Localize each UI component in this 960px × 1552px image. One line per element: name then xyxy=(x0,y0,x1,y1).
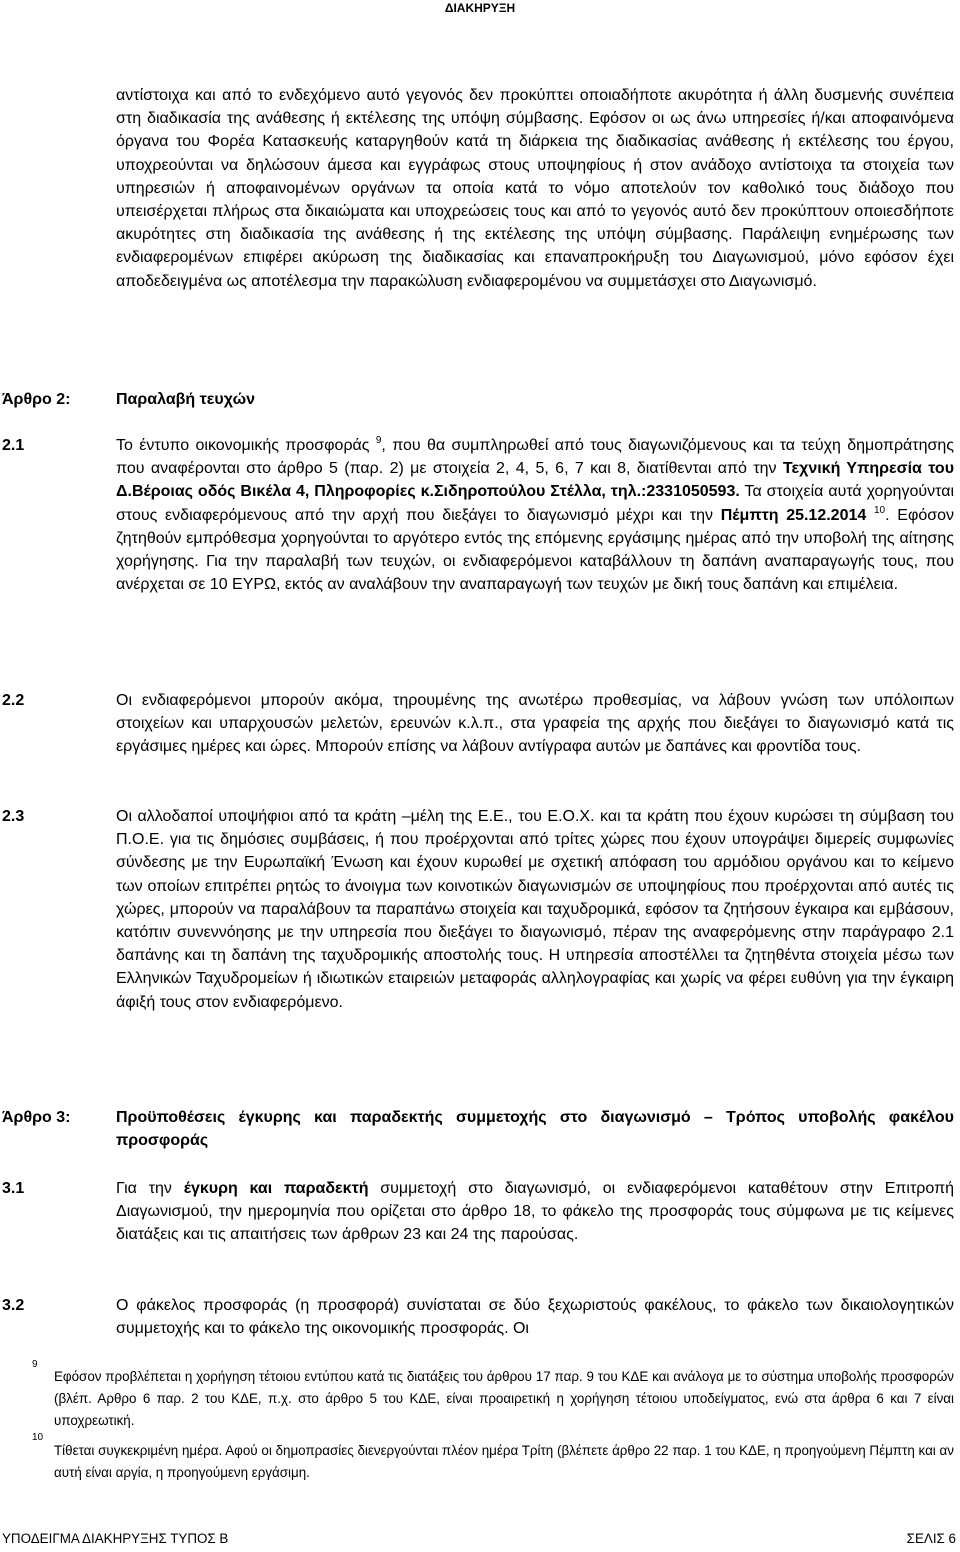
footer-document-type: ΥΠΟΔΕΙΓΜΑ ΔΙΑΚΗΡΥΞΗΣ ΤΥΠΟΣ Β xyxy=(2,1531,229,1546)
section-2-2-number: 2.2 xyxy=(2,692,25,709)
section-2-1-part-a: Το έντυπο οικονομικής προσφοράς xyxy=(116,437,370,454)
article-3-label: Άρθρο 3: xyxy=(2,1109,71,1126)
footnote-10-text: Τίθεται συγκεκριμένη ημέρα. Αφού οι δημοπρασίες διενεργούνται πλέον ημέρα Τρίτη (βλέπετε άρθρο 22 παρ. 1 του ΚΔΕ, η προηγούμενη Πέμπτη και αν αυτή είναι αργία, η προηγούμενη εργάσιμη. xyxy=(54,1443,954,1480)
footnote-10-mark: 10 xyxy=(32,1432,44,1443)
section-2-3-number: 2.3 xyxy=(2,808,25,825)
section-3-1-part-b: συμμετοχή στο διαγωνισμό, οι ενδιαφερόμενοι καταθέτουν στην Επιτροπή Διαγωνισμού, την ημερομηνία που ορίζεται στο άρθρο 18, το φάκελο της προσφοράς τους σύμφωνα με τις κείμενες διατάξεις και τις απαιτήσεις των άρθρων 23 και 24 της παρούσας. xyxy=(116,1180,955,1244)
section-3-2-number: 3.2 xyxy=(2,1297,25,1314)
section-3-1-text xyxy=(116,1177,954,1247)
section-3-1-emphasis: έγκυρη και παραδεκτή xyxy=(183,1180,369,1197)
footer-page-number: ΣΕΛΙΣ 6 xyxy=(906,1531,956,1546)
section-2-1-office-info: Τεχνική Υπηρεσία του Δ.Βέροιας οδός Βικέλα 4, Πληροφορίες κ.Σιδηροπούλου Στέλλα, τηλ.:2331050593. xyxy=(116,460,955,501)
footnote-ref-10: 10 xyxy=(874,504,886,516)
section-2-3-text: Οι αλλοδαποί υποψήφιοι από τα κράτη –μέλη της Ε.Ε., του Ε.Ο.Χ. και τα κράτη που έχουν κυρώσει τη σύμβαση του Π.Ο.Ε. για τις δημόσιες συμβάσεις, ή που προέρχονται από τρίτες χώρες που έχουν υπογράψει διμερείς συμφωνίες σύνδεσης με την Ευρωπαϊκή Ένωση και έχουν κυρωθεί με σχετική απόφαση του αρμόδιου οργάνου και το κείμενο των οποίων επιτρέπει ρητώς το άνοιγμα των κοινοτικών διαγωνισμών σε υποψηφίους που προέρχονται από αυτές τις χώρες, μπορούν να παραλάβουν τα παραπάνω στοιχεία και ταχυδρομικά, εφόσον τα ζητήσουν έγκαιρα και εμβάσουν, κατόπιν συνεννόησης με την υπηρεσία που διεξάγει το διαγωνισμό, πέραν της αναφερόμενης στην παράγραφο 2.1 δαπάνης και τη δαπάνη της ταχυδρομικής αποστολής τους. Η υπηρεσία αποστέλλει τα ζητηθέντα στοιχεία μέσω των Ελληνικών Ταχυδρομείων ή ιδιωτικών εταιρειών μεταφοράς αλληλογραφίας και χωρίς να φέρει ευθύνη για την έγκαιρη άφιξή τους στον ενδιαφερόμενο. xyxy=(116,808,954,1011)
article-3-title: Προϋποθέσεις έγκυρης και παραδεκτής συμμετοχής στο διαγωνισμό – Τρόπος υποβολής φακέλου προσφοράς xyxy=(116,1109,954,1150)
article-2-label: Άρθρο 2: xyxy=(2,391,71,408)
footnote-9-mark: 9 xyxy=(32,1359,38,1370)
section-3-2-text: Ο φάκελος προσφοράς (η προσφορά) συνίσταται σε δύο ξεχωριστούς φακέλους, το φάκελο των δικαιολογητικών συμμετοχής και το φάκελο της οικονομικής προσφοράς. Οι xyxy=(116,1297,954,1338)
section-2-1-part-b: , που θα συμπληρωθεί από τους διαγωνιζόμενους και τα τεύχη δημοπράτησης που αναφέρονται στο άρθρο 5 (παρ. 2) με στοιχεία 2, 4, 5, 6, 7 και 8, διατίθενται από την xyxy=(116,437,954,478)
section-2-1-date: Πέμπτη 25.12.2014 xyxy=(720,506,867,524)
intro-paragraph: αντίστοιχα και από το ενδεχόμενο αυτό γεγονός δεν προκύπτει οποιαδήποτε ακυρότητα ή άλλη δυσμενής συνέπεια στη διαδικασία της ανάθεσης ή εκτέλεσης της υπόψη σύμβασης. Εφόσον οι ως άνω υπηρεσίες ή/και αποφαινόμενα όργανα του Φορέα Κατασκευής καταργηθούν κατά τη διάρκεια της διαδικασίας ανάθεσης ή εκτέλεσης του έργου, υποχρεούνται να δηλώσουν άμεσα και εγγράφως στους υποψηφίους ή στον ανάδοχο αντίστοιχα τα στοιχεία των υπηρεσιών ή αποφαινομένων οργάνων τα οποία κατά το νόμο αποτελούν τον καθολικό τους διάδοχο που υπεισέρχεται πλήρως στα δικαιώματα και υποχρεώσεις τους και από το γεγονός αυτό δεν προκύπτουν οποιεσδήποτε ακυρότητες στη διαδικασία της ανάθεσης ή της εκτέλεσης της υπόψη σύμβασης. Παράλειψη ενημέρωσης των ενδιαφερομένων επιφέρει ακύρωση της διαδικασίας και επαναπροκήρυξη του Διαγωνισμού, μόνο εφόσον έχει αποδεδειγμένα ως αποτέλεσμα την παρακώλυση ενδιαφερομένου να συμμετάσχει στο Διαγωνισμό. xyxy=(116,87,954,290)
footnote-9-text: Εφόσον προβλέπεται η χορήγηση τέτοιου εντύπου κατά τις διατάξεις του άρθρου 17 παρ. 9 του ΚΔΕ και ανάλογα με το σύστημα υποβολής προσφορών (βλέπ. Αρθρο 6 παρ. 2 του ΚΔΕ, π.χ. στο άρθρο 5 του ΚΔΕ, είναι προαιρετική η χορήγηση τέτοιου υποδείγματος, ενώ στα άρθρα 6 και 7 είναι υποχρεωτική. xyxy=(54,1369,954,1428)
section-2-1-number: 2.1 xyxy=(2,437,25,454)
section-3-1-part-a: Για την xyxy=(116,1180,184,1197)
section-3-1-number: 3.1 xyxy=(2,1180,25,1197)
section-2-1-part-c: Τα στοιχεία αυτά χορηγούνται στους ενδιαφερόμενους από την αρχή που διεξάγει το διαγωνισμό μέχρι και την xyxy=(116,483,954,524)
article-2-title: Παραλαβή τευχών xyxy=(116,391,255,408)
footnote-ref-9: 9 xyxy=(375,435,382,446)
section-2-2-text: Οι ενδιαφερόμενοι μπορούν ακόμα, τηρουμένης της ανωτέρω προθεσμίας, να λάβουν γνώση των υπόλοιπων στοιχείων και υπαρχουσών μελετών, ερευνών κ.λ.π., στα γραφεία της αρχής που διεξάγει το διαγωνισμό κατά τις εργάσιμες ημέρες και ώρες. Μπορούν επίσης να λάβουν αντίγραφα αυτών με δαπάνες και φροντίδα τους. xyxy=(116,692,954,756)
section-2-1-part-d: . Εφόσον ζητηθούν εμπρόθεσμα χορηγούνται το αργότερο εντός της επόμενης εργάσιμης ημέρας από την υποβολή της αίτησης χορήγησης. Για την παραλαβή των τευχών, οι ενδιαφερόμενοι καταβάλλουν τη δαπάνη αναπαραγωγής τους, που ανέρχεται σε 10 ΕΥΡΩ, εκτός αν αναλάβουν την αναπαραγωγή των τευχών με δική τους δαπάνη και επιμέλεια. xyxy=(116,506,955,594)
section-2-1-text xyxy=(116,434,954,596)
page-header: ΔΙΑΚΗΡΥΞΗ xyxy=(444,1,516,15)
